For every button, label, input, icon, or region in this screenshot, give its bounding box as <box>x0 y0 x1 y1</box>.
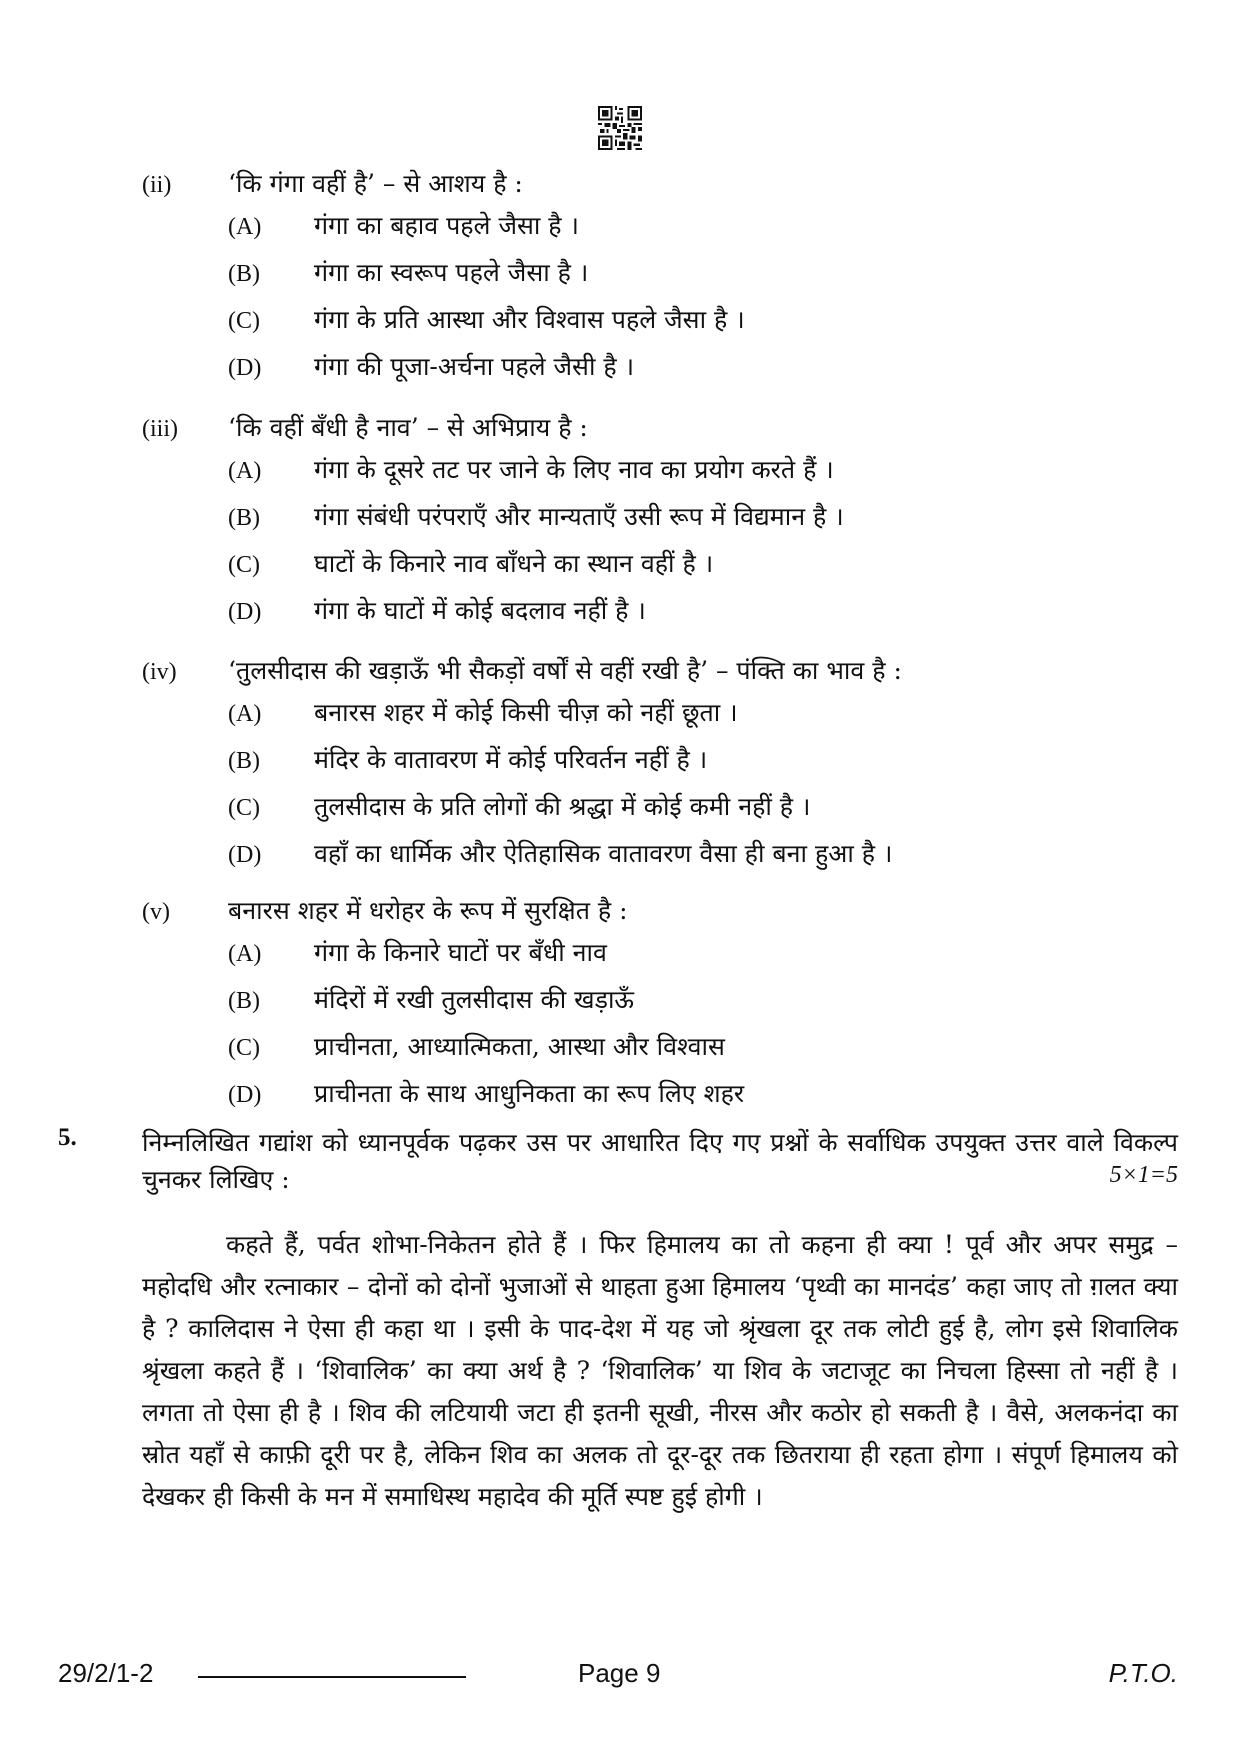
question-number: (iv) <box>142 659 177 685</box>
page-footer <box>58 1658 1178 1694</box>
option-c: (C) तुलसीदास के प्रति लोगों की श्रद्धा में कोई कमी नहीं है । <box>228 792 811 821</box>
marks-label: 5×1=5 <box>1109 1162 1178 1188</box>
question-number: (iii) <box>142 416 178 442</box>
question-text: ‘तुलसीदास की खड़ाऊँ भी सैकड़ों वर्षों से वहीं रखी है’ – पंक्ति का भाव है : <box>228 656 902 685</box>
paper-code: 29/2/1-2 <box>58 1658 154 1688</box>
question-instruction: निम्नलिखित गद्यांश को ध्यानपूर्वक पढ़कर उस पर आधारित दिए गए प्रश्नों के सर्वाधिक उपयुक्त उत्तर वाले विकल्प चुनकर लिखिए : <box>142 1128 1178 1194</box>
question-number: (v) <box>142 899 170 925</box>
option-d: (D) प्राचीनता के साथ आधुनिकता का रूप लिए शहर <box>228 1079 745 1108</box>
question-number: (ii) <box>142 172 172 198</box>
option-c: (C) गंगा के प्रति आस्था और विश्वास पहले जैसा है । <box>228 305 745 334</box>
pto-label: P.T.O. <box>1108 1658 1178 1688</box>
option-a: (A) गंगा के किनारे घाटों पर बँधी नाव <box>228 938 607 967</box>
question-ii <box>142 166 1142 391</box>
option-c: (C) घाटों के किनारे नाव बाँधने का स्थान वहीं है । <box>228 549 714 578</box>
footer-rule <box>198 1676 466 1678</box>
question-iv <box>142 653 1142 878</box>
option-d: (D) वहाँ का धार्मिक और ऐतिहासिक वातावरण वैसा ही बना हुआ है । <box>228 839 893 868</box>
option-a: (A) गंगा का बहाव पहले जैसा है । <box>228 211 580 240</box>
passage: कहते हैं, पर्वत शोभा-निकेतन होते हैं । फिर हिमालय का तो कहना ही क्या ! पूर्व और अपर समुद्र – महोदधि और रत्नाकार – दोनों को दोनों भुजाओं से थाहता हुआ हिमालय ‘पृथ्वी का मानदंड’ कहा जाए तो ग़लत क्या है ? कालिदास ने ऐसा ही कहा था । इसी के पाद-देश में यह जो श्रृंखला दूर तक लोटी हुई है, लोग इसे शिवालिक श्रृंखला कहते हैं । ‘शिवालिक’ का क्या अर्थ है ? ‘शिवालिक’ या शिव के जटाजूट का निचला हिस्सा तो नहीं है । लगता तो ऐसा ही है । शिव की लटियायी जटा ही इतनी सूखी, नीरस और कठोर हो सकती है । वैसे, अलकनंदा का स्रोत यहाँ से काफ़ी दूरी पर है, लेकिन शिव का अलक तो दूर-दूर तक छितराया ही रहता होगा । संपूर्ण हिमालय को देखकर ही किसी के मन में समाधिस्थ महादेव की मूर्ति स्पष्ट हुई होगी । <box>142 1230 1178 1511</box>
question-text: ‘कि गंगा वहीं है’ – से आशय है : <box>228 169 523 198</box>
option-a: (A) बनारस शहर में कोई किसी चीज़ को नहीं छूता । <box>228 698 738 727</box>
page-number: Page 9 <box>578 1658 661 1688</box>
option-a: (A) गंगा के दूसरे तट पर जाने के लिए नाव का प्रयोग करते हैं । <box>228 455 834 484</box>
question-iii <box>142 410 1142 635</box>
option-d: (D) गंगा की पूजा-अर्चना पहले जैसी है । <box>228 352 635 381</box>
option-b: (B) गंगा संबंधी परंपराएँ और मान्यताएँ उसी रूप में विद्यमान है । <box>228 502 844 531</box>
question-text: ‘कि वहीं बँधी है नाव’ – से अभिप्राय है : <box>228 413 588 442</box>
qr-code-icon <box>598 106 642 150</box>
question-number: 5. <box>58 1124 77 1151</box>
option-d: (D) गंगा के घाटों में कोई बदलाव नहीं है । <box>228 596 646 625</box>
option-c: (C) प्राचीनता, आध्यात्मिकता, आस्था और विश्वास <box>228 1032 725 1061</box>
option-b: (B) मंदिर के वातावरण में कोई परिवर्तन नहीं है । <box>228 745 708 774</box>
question-v <box>142 893 1142 1118</box>
option-b: (B) मंदिरों में रखी तुलसीदास की खड़ाऊँ <box>228 985 635 1014</box>
option-b: (B) गंगा का स्वरूप पहले जैसा है । <box>228 258 589 287</box>
question-text: बनारस शहर में धरोहर के रूप में सुरक्षित है : <box>228 896 628 925</box>
